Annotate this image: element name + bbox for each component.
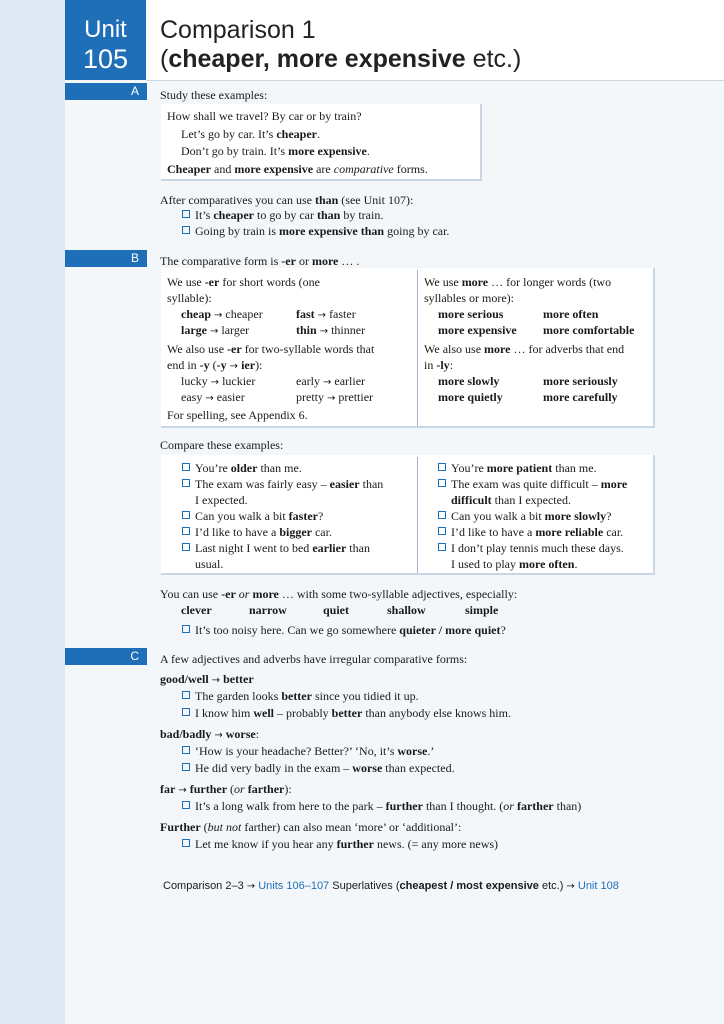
b-example-word: cheap → cheaper: [181, 307, 263, 321]
left-margin-band: [0, 0, 65, 1024]
compare-item-cont: I expected.: [195, 493, 248, 507]
a-example-item: It’s cheaper to go by car than by train.: [182, 207, 383, 223]
b-example-word: more carefully: [543, 390, 618, 404]
b-example-word: more often: [543, 307, 599, 321]
arrow-icon: →: [178, 785, 187, 796]
compare-item: Can you walk a bit faster?: [182, 508, 323, 524]
b-rule-er: We use -er for short words (one: [167, 275, 320, 289]
b-rule-er-cont: syllable):: [167, 291, 212, 305]
c-example-item: The garden looks better since you tidied it up.: [182, 688, 419, 704]
section-label-c: C: [130, 649, 139, 663]
checkbox-icon: [182, 463, 190, 471]
section-label-b: B: [130, 251, 139, 265]
checkbox-icon: [182, 763, 190, 771]
compare-item: Last night I went to bed earlier than: [182, 540, 370, 556]
compare-item: You’re older than me.: [182, 460, 302, 476]
b-example-word: fast → faster: [296, 307, 356, 321]
a-question: How shall we travel? By car or by train?: [167, 109, 362, 123]
a-intro: Study these examples:: [160, 88, 268, 102]
checkbox-icon: [182, 226, 190, 234]
arrow-icon: →: [205, 393, 214, 404]
b-two-syllable-rule: You can use -er or more … with some two-syllable adjectives, especially:: [160, 587, 518, 601]
c-example-item: I know him well – probably better than anybody else knows him.: [182, 705, 511, 721]
b-rule-y-cont: end in -y (-y → ier):: [167, 358, 263, 372]
checkbox-icon: [438, 511, 446, 519]
c-intro: A few adjectives and adverbs have irregular comparative forms:: [160, 652, 468, 666]
link-unit-108[interactable]: Unit 108: [577, 880, 619, 892]
arrow-icon: →: [327, 393, 336, 404]
link-units-106-107[interactable]: Units 106–107: [258, 880, 330, 892]
word-clever: clever: [181, 603, 212, 617]
b-example-word: more quietly: [438, 390, 503, 404]
b-example-word: more serious: [438, 307, 504, 321]
b-example-word: early → earlier: [296, 374, 366, 388]
checkbox-icon: [438, 463, 446, 471]
c-example-item: He did very badly in the exam – worse than expected.: [182, 760, 455, 776]
word-shallow: shallow: [387, 603, 426, 617]
b-example-word: more slowly: [438, 374, 500, 388]
b-example-word: thin → thinner: [296, 323, 366, 337]
compare-item: I’d like to have a more reliable car.: [438, 524, 623, 540]
word-narrow: narrow: [249, 603, 287, 617]
checkbox-icon: [438, 543, 446, 551]
b-example-word: lucky → luckier: [181, 374, 256, 388]
c-example-item: Let me know if you hear any further news. (= any more news): [182, 836, 498, 852]
compare-item: Can you walk a bit more slowly?: [438, 508, 611, 524]
b-spelling-note: For spelling, see Appendix 6.: [167, 408, 308, 422]
arrow-icon: →: [317, 310, 327, 321]
c-further-note: Further (but not farther) can also mean ‘more’ or ‘additional’:: [160, 820, 462, 834]
checkbox-icon: [182, 839, 190, 847]
b-example-word: more comfortable: [543, 323, 635, 337]
arrow-icon: →: [566, 881, 575, 892]
checkbox-icon: [182, 527, 190, 535]
b-rule-ly: We also use more … for adverbs that end: [424, 342, 625, 356]
checkbox-icon: [438, 479, 446, 487]
checkbox-icon: [182, 625, 190, 633]
b-rule-more: We use more … for longer words (two: [424, 275, 612, 289]
a-example-item: Going by train is more expensive than going by car.: [182, 223, 449, 239]
unit-badge: [65, 0, 146, 80]
c-example-item: ‘How is your headache? Better?’ ‘No, it’s worse.’: [182, 743, 434, 759]
b-example-word: more seriously: [543, 374, 618, 388]
b-example-word: more expensive: [438, 323, 517, 337]
checkbox-icon: [182, 691, 190, 699]
checkbox-icon: [182, 801, 190, 809]
c-heading-far: far → further (or farther):: [160, 782, 292, 796]
b-compare-heading: Compare these examples:: [160, 438, 284, 452]
word-simple: simple: [465, 603, 499, 617]
unit-number: 105: [82, 44, 129, 74]
checkbox-icon: [182, 479, 190, 487]
arrow-icon: →: [229, 361, 239, 372]
section-bar-c: [65, 648, 147, 665]
b-rule-more-cont: syllables or more):: [424, 291, 514, 305]
compare-item-cont: usual.: [195, 557, 224, 571]
arrow-icon: →: [322, 377, 332, 388]
compare-item: The exam was quite difficult – more: [438, 476, 627, 492]
a-than-rule: After comparatives you can use than (see Unit 107):: [160, 193, 414, 207]
section-bar-a: [65, 83, 147, 100]
title-line-1: Comparison 1: [160, 16, 316, 44]
footer-cross-references: Comparison 2–3 → Units 106–107 Superlatives (cheapest / most expensive etc.) → Unit 108: [163, 880, 619, 892]
arrow-icon: →: [211, 675, 221, 686]
section-bar-b: [65, 250, 147, 267]
b-rule-y: We also use -er for two-syllable words that: [167, 342, 375, 356]
compare-item-cont: difficult than I expected.: [451, 493, 571, 507]
column-divider: [417, 270, 418, 426]
b-example-word: easy → easier: [181, 390, 245, 404]
a-example-2: Don’t go by train. It’s more expensive.: [181, 144, 370, 158]
c-heading-good: good/well → better: [160, 672, 254, 686]
a-example-3: Cheaper and more expensive are comparative forms.: [167, 162, 428, 176]
b-example-word: pretty → prettier: [296, 390, 374, 404]
arrow-icon: →: [319, 326, 329, 337]
compare-item-cont: I used to play more often.: [451, 557, 578, 571]
arrow-icon: →: [214, 730, 223, 741]
column-divider: [417, 457, 418, 573]
checkbox-icon: [182, 543, 190, 551]
compare-item: I don’t play tennis much these days.: [438, 540, 624, 556]
title-line-2: (cheaper, more expensive etc.): [160, 45, 522, 73]
checkbox-icon: [182, 708, 190, 716]
arrow-icon: →: [214, 310, 223, 321]
word-quiet: quiet: [323, 603, 350, 617]
c-heading-bad: bad/badly → worse:: [160, 727, 260, 741]
b-example-item: It’s too noisy here. Can we go somewhere quieter / more quiet?: [182, 622, 506, 638]
compare-item: The exam was fairly easy – easier than: [182, 476, 383, 492]
b-example-word: large → larger: [181, 323, 250, 337]
checkbox-icon: [438, 527, 446, 535]
page-title: [160, 16, 521, 74]
section-label-a: A: [130, 84, 139, 98]
arrow-icon: →: [210, 377, 220, 388]
checkbox-icon: [182, 511, 190, 519]
unit-word: Unit: [84, 16, 127, 43]
arrow-icon: →: [210, 326, 219, 337]
arrow-icon: →: [246, 881, 256, 892]
compare-item: I’d like to have a bigger car.: [182, 524, 332, 540]
c-example-item: It’s a long walk from here to the park – further than I thought. (or farther than): [182, 798, 581, 814]
b-intro: The comparative form is -er or more … .: [160, 254, 360, 268]
compare-item: You’re more patient than me.: [438, 460, 597, 476]
checkbox-icon: [182, 210, 190, 218]
a-example-1: Let’s go by car. It’s cheaper.: [181, 127, 320, 141]
b-rule-ly-cont: in -ly:: [424, 358, 454, 372]
checkbox-icon: [182, 746, 190, 754]
